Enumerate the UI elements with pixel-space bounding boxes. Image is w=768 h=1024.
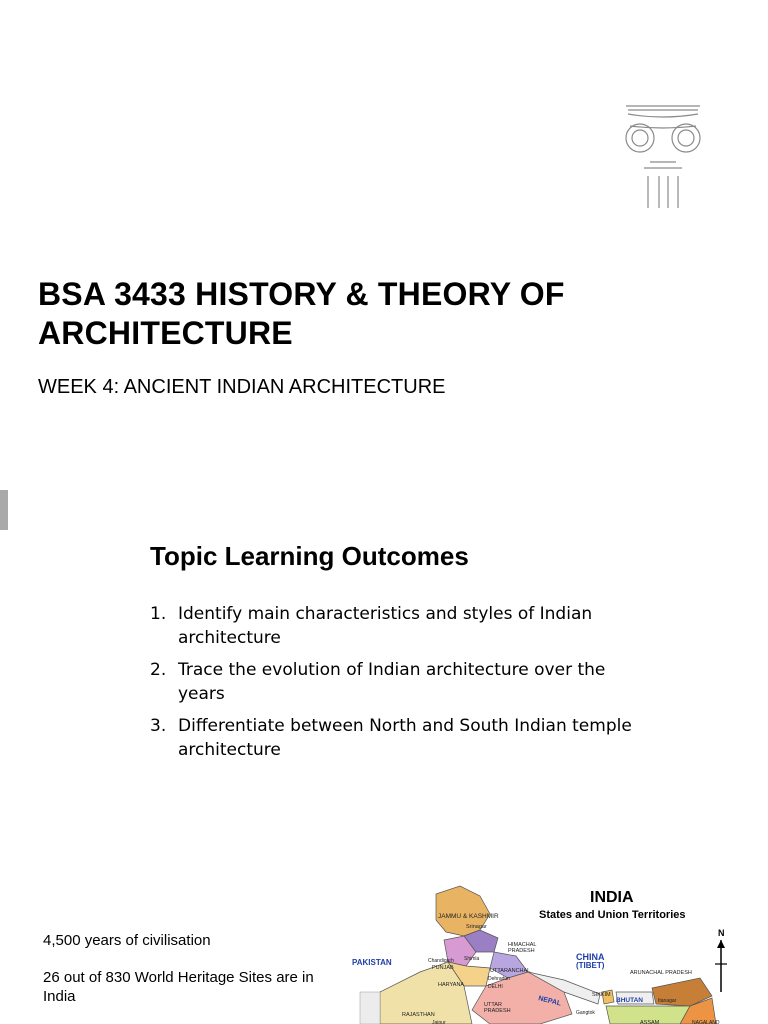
map-title: INDIA: [590, 889, 634, 906]
map-label-pakistan: PAKISTAN: [352, 958, 392, 967]
india-facts-slide: [0, 858, 768, 1024]
title-slide: [0, 0, 768, 478]
ionic-column-icon: [620, 100, 706, 212]
map-label-bhutan: BHUTAN: [616, 997, 643, 1004]
fact-heritage-sites: 26 out of 830 World Heritage Sites are in India: [43, 969, 314, 1005]
map-label-jammu-kashmir: JAMMU & KASHMIR: [438, 913, 499, 920]
map-label-arunachal: ARUNACHAL PRADESH: [630, 970, 692, 976]
map-label-nagaland: NAGALAND: [692, 1020, 720, 1024]
map-label-jaipur: Jaipur: [432, 1020, 446, 1024]
map-label-shimla: Shimla: [464, 956, 480, 962]
map-label-dehradun: Dehradun: [488, 976, 510, 982]
map-label-uttaranchal: UTTARANCHAL: [490, 968, 531, 974]
map-label-haryana: HARYANA: [438, 982, 465, 988]
map-label-rajasthan: RAJASTHAN: [402, 1012, 435, 1018]
map-label-gangtok: Gangtok: [576, 1010, 595, 1016]
outcomes-list: [150, 602, 640, 770]
outcome-text: Differentiate between North and South Indian temple architecture: [178, 716, 632, 760]
map-label-punjab: PUNJAB: [432, 965, 454, 971]
map-label-sikkim: SIKKIM: [592, 992, 611, 998]
india-map: [340, 880, 740, 1024]
map-subtitle: States and Union Territories: [539, 909, 686, 921]
slide-title: BSA 3433 HISTORY & THEORY OF ARCHITECTURE: [38, 276, 565, 351]
map-label-himachal-1: HIMACHAL: [508, 942, 537, 948]
map-label-up-1: UTTAR: [484, 1002, 502, 1008]
north-label: N: [718, 928, 725, 938]
outcome-number: 2.: [150, 660, 167, 680]
slide-edge-marker: [0, 490, 8, 530]
outcome-item: [150, 714, 640, 762]
map-label-china-1: CHINA: [576, 952, 605, 962]
map-label-nepal: NEPAL: [537, 995, 562, 1008]
outcome-item: [150, 602, 640, 650]
map-label-assam: ASSAM: [640, 1020, 660, 1024]
outcome-number: 1.: [150, 604, 167, 624]
outcome-item: [150, 658, 640, 706]
map-label-china-2: (TIBET): [576, 961, 605, 970]
outcome-text: Identify main characteristics and styles of Indian architecture: [178, 604, 593, 648]
outcomes-slide: [0, 478, 768, 858]
map-label-itanagar: Itanagar: [658, 998, 677, 1004]
map-label-srinagar: Srinagar: [466, 924, 487, 930]
map-label-chandigarh: Chandigarh: [428, 958, 454, 964]
outcome-number: 3.: [150, 716, 167, 736]
map-label-up-2: PRADESH: [484, 1008, 511, 1014]
fact-civilisation: 4,500 years of civilisation: [43, 932, 211, 949]
map-label-himachal-2: PRADESH: [508, 948, 535, 954]
outcomes-heading: Topic Learning Outcomes: [150, 541, 469, 571]
map-label-delhi: DELHI: [488, 984, 503, 990]
slide-subtitle: WEEK 4: ANCIENT INDIAN ARCHITECTURE: [38, 376, 446, 398]
outcome-text: Trace the evolution of Indian architecture over the years: [178, 660, 606, 704]
